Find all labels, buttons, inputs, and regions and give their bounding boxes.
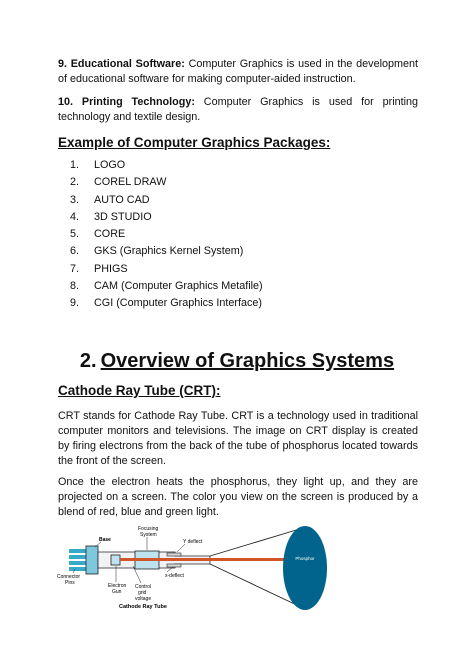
electron-gun bbox=[111, 555, 120, 565]
list-item bbox=[58, 261, 263, 278]
list-item-label: CORE bbox=[94, 228, 126, 241]
list-item-label: PHIGS bbox=[94, 262, 128, 275]
list-item-number: 1. bbox=[70, 159, 80, 171]
packages-list bbox=[58, 157, 263, 313]
section-heading bbox=[0, 350, 474, 373]
list-item-number: 7. bbox=[70, 262, 80, 275]
list-item bbox=[58, 243, 263, 260]
list-item-number: 9. bbox=[70, 297, 80, 310]
section-number: 2. bbox=[79, 350, 97, 372]
list-item bbox=[58, 157, 263, 174]
list-item bbox=[58, 174, 263, 191]
y-deflect-plate bbox=[167, 553, 181, 556]
section-title: Overview of Graphics Systems bbox=[100, 350, 395, 372]
list-item-number: 2. bbox=[70, 176, 80, 189]
list-item-number: 3. bbox=[70, 193, 80, 206]
list-item bbox=[58, 295, 263, 312]
list-item-label: AUTO CAD bbox=[94, 193, 150, 206]
x-deflect-label: x-deflect bbox=[165, 573, 184, 579]
list-item-number: 8. bbox=[70, 280, 80, 293]
list-item-label: LOGO bbox=[94, 159, 126, 171]
gun-label: Gun bbox=[112, 589, 122, 595]
connector-pins bbox=[69, 549, 86, 571]
list-item-number: 5. bbox=[70, 228, 80, 241]
list-item bbox=[58, 278, 263, 295]
y-deflect-label: Y deflect bbox=[183, 539, 203, 545]
system-label: System bbox=[140, 532, 157, 538]
voltage-label: voltage bbox=[135, 596, 152, 602]
base-label: Base bbox=[99, 537, 111, 543]
grid-label: grid bbox=[138, 590, 147, 596]
list-item bbox=[58, 192, 263, 209]
electron-label: Electron bbox=[108, 583, 127, 589]
list-item-label: COREL DRAW bbox=[94, 176, 167, 189]
crt-diagram bbox=[55, 522, 345, 614]
printing-technology-paragraph bbox=[58, 95, 418, 125]
control-label: Control bbox=[135, 584, 152, 590]
educational-software-paragraph bbox=[58, 57, 418, 87]
crt-paragraph-1: CRT stands for Cathode Ray Tube. CRT is a technology used in traditional computer monitors and televisions. The image on CRT display is created by firing electrons from the back of the tube of phosphorus located towards the front of the screen. bbox=[58, 410, 418, 467]
phosphor-label: Phosphor bbox=[295, 556, 315, 561]
list-item-label: CGI (Computer Graphics Interface) bbox=[94, 297, 263, 310]
educational-software-label: 9. Educational Software: bbox=[58, 58, 185, 70]
crt-heading: Cathode Ray Tube (CRT): bbox=[58, 383, 221, 398]
printing-technology-label: 10. Printing Technology: bbox=[58, 96, 195, 108]
list-item-number: 4. bbox=[70, 210, 80, 223]
list-item-label: 3D STUDIO bbox=[94, 210, 152, 223]
focusing-label: Focusing bbox=[138, 526, 159, 532]
pins-label: Pins bbox=[65, 580, 75, 586]
crt-paragraph-2: Once the electron heats the phosphorus, they light up, and they are projected on a screen. The color you view on the screen is produced by a blend of red, blue and green light. bbox=[58, 476, 418, 518]
list-item-label: CAM (Computer Graphics Metafile) bbox=[94, 280, 263, 293]
phosphor-screen bbox=[283, 526, 327, 610]
y-deflect-plate bbox=[167, 564, 181, 567]
packages-heading: Example of Computer Graphics Packages: bbox=[58, 135, 331, 150]
list-item bbox=[58, 209, 263, 226]
list-item bbox=[58, 226, 263, 243]
printing-technology-text: Computer Graphics is used for printing technology and textile design. bbox=[58, 96, 418, 123]
diagram-caption: Cathode Ray Tube bbox=[119, 604, 167, 610]
connector-label: Connector bbox=[57, 574, 81, 580]
tube-base bbox=[86, 546, 98, 574]
list-item-label: GKS (Graphics Kernel System) bbox=[94, 245, 244, 258]
educational-software-text: Computer Graphics is used in the development of educational software for making computer-aided instruction. bbox=[58, 58, 418, 85]
list-item-number: 6. bbox=[70, 245, 80, 258]
